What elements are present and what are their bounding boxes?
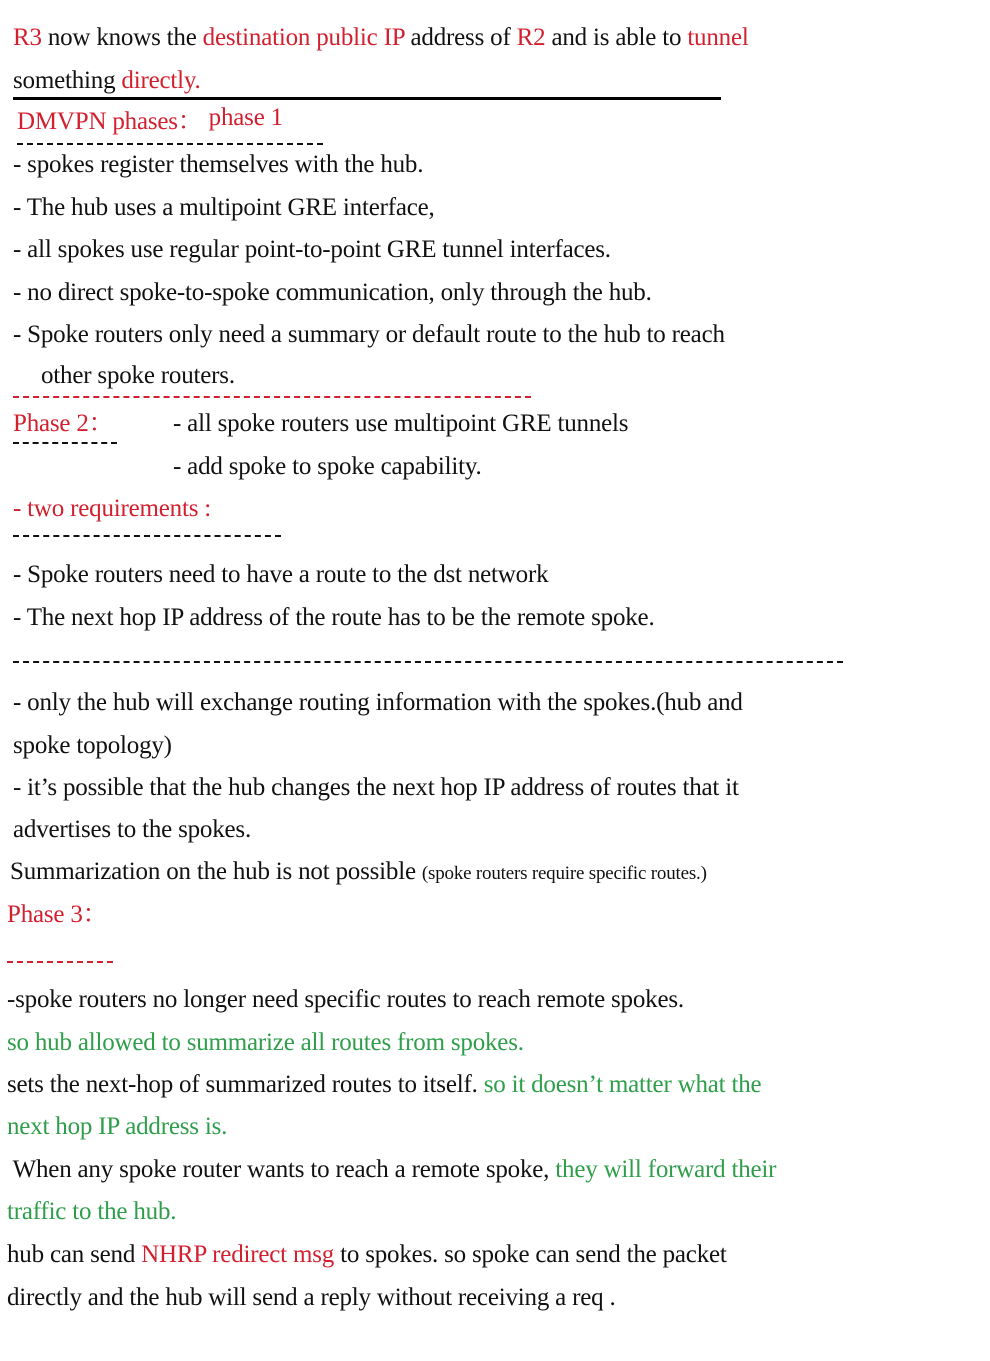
list-item: - The next hop IP address of the route has to be the remote spoke.: [13, 604, 655, 631]
list-item: [7, 1070, 761, 1100]
list-item: - all spoke routers use multipoint GRE tunnels: [173, 410, 629, 437]
text: When any spoke router wants to reach a remote spoke,: [7, 1156, 556, 1183]
list-item: [7, 1155, 776, 1185]
list-item: next hop IP address is.: [7, 1113, 228, 1140]
list-item: traffic to the hub.: [7, 1198, 177, 1225]
highlight-text: destination public IP: [202, 24, 405, 51]
list-item: so hub allowed to summarize all routes from spokes.: [7, 1029, 524, 1056]
intro-line-1: [13, 23, 749, 53]
list-item: - all spokes use regular point-to-point GRE tunnel interfaces.: [13, 236, 611, 263]
underline: [13, 442, 117, 444]
section-divider: [13, 97, 721, 100]
list-item: - Spoke routers need to have a route to the dst network: [13, 561, 549, 588]
highlight-text: they will forward their: [555, 1156, 777, 1183]
requirements-heading: - two requirements :: [13, 495, 212, 522]
list-item: - only the hub will exchange routing information with the spokes.(hub and: [13, 689, 743, 716]
text: sets the next-hop of summarized routes to itself.: [7, 1071, 484, 1098]
summary-line: [10, 857, 707, 889]
list-item: - The hub uses a multipoint GRE interface,: [13, 194, 435, 221]
phase2-heading: Phase 2：: [13, 410, 114, 437]
list-item: [7, 1240, 727, 1270]
list-item: - spokes register themselves with the hub.: [13, 151, 424, 178]
heading-text: DMVPN phases：: [17, 108, 203, 135]
highlight-text: tunnel: [687, 24, 749, 51]
r2-text: R2: [516, 24, 546, 51]
highlight-text: directly.: [121, 67, 201, 94]
phase3-heading: Phase 3：: [7, 901, 108, 928]
list-item: -spoke routers no longer need specific routes to reach remote spokes.: [7, 986, 684, 1013]
underline: [13, 535, 281, 537]
divider: [13, 661, 843, 663]
text: to spokes. so spoke can send the packet: [334, 1241, 727, 1268]
dmvpn-phases-heading: [17, 104, 283, 137]
text: hub can send: [7, 1241, 142, 1268]
highlight-text: so it doesn’t matter what the: [483, 1071, 762, 1098]
underline: [13, 396, 531, 398]
summary-note: (spoke routers require specific routes.): [421, 863, 707, 884]
list-item: other spoke routers.: [41, 362, 235, 389]
text: address of: [404, 24, 517, 51]
phase1-label: phase 1: [208, 104, 283, 131]
list-item: advertises to the spokes.: [13, 816, 252, 843]
list-item: directly and the hub will send a reply without receiving a req .: [7, 1284, 616, 1311]
intro-line-2: [13, 66, 201, 96]
text: now knows the: [41, 24, 203, 51]
list-item: - add spoke to spoke capability.: [173, 453, 482, 480]
underline: [7, 961, 113, 963]
list-item: - it’s possible that the hub changes the next hop IP address of routes that it: [13, 774, 739, 801]
text: something: [13, 67, 122, 94]
list-item: - Spoke routers only need a summary or default route to the hub to reach: [13, 321, 725, 348]
text: and is able to: [545, 24, 688, 51]
summary-text: Summarization on the hub is not possible: [10, 858, 422, 885]
r3-text: R3: [13, 24, 42, 51]
list-item: - no direct spoke-to-spoke communication, only through the hub.: [13, 279, 652, 306]
list-item: spoke topology): [13, 732, 172, 759]
underline: [17, 143, 323, 145]
highlight-text: NHRP redirect msg: [141, 1241, 335, 1268]
